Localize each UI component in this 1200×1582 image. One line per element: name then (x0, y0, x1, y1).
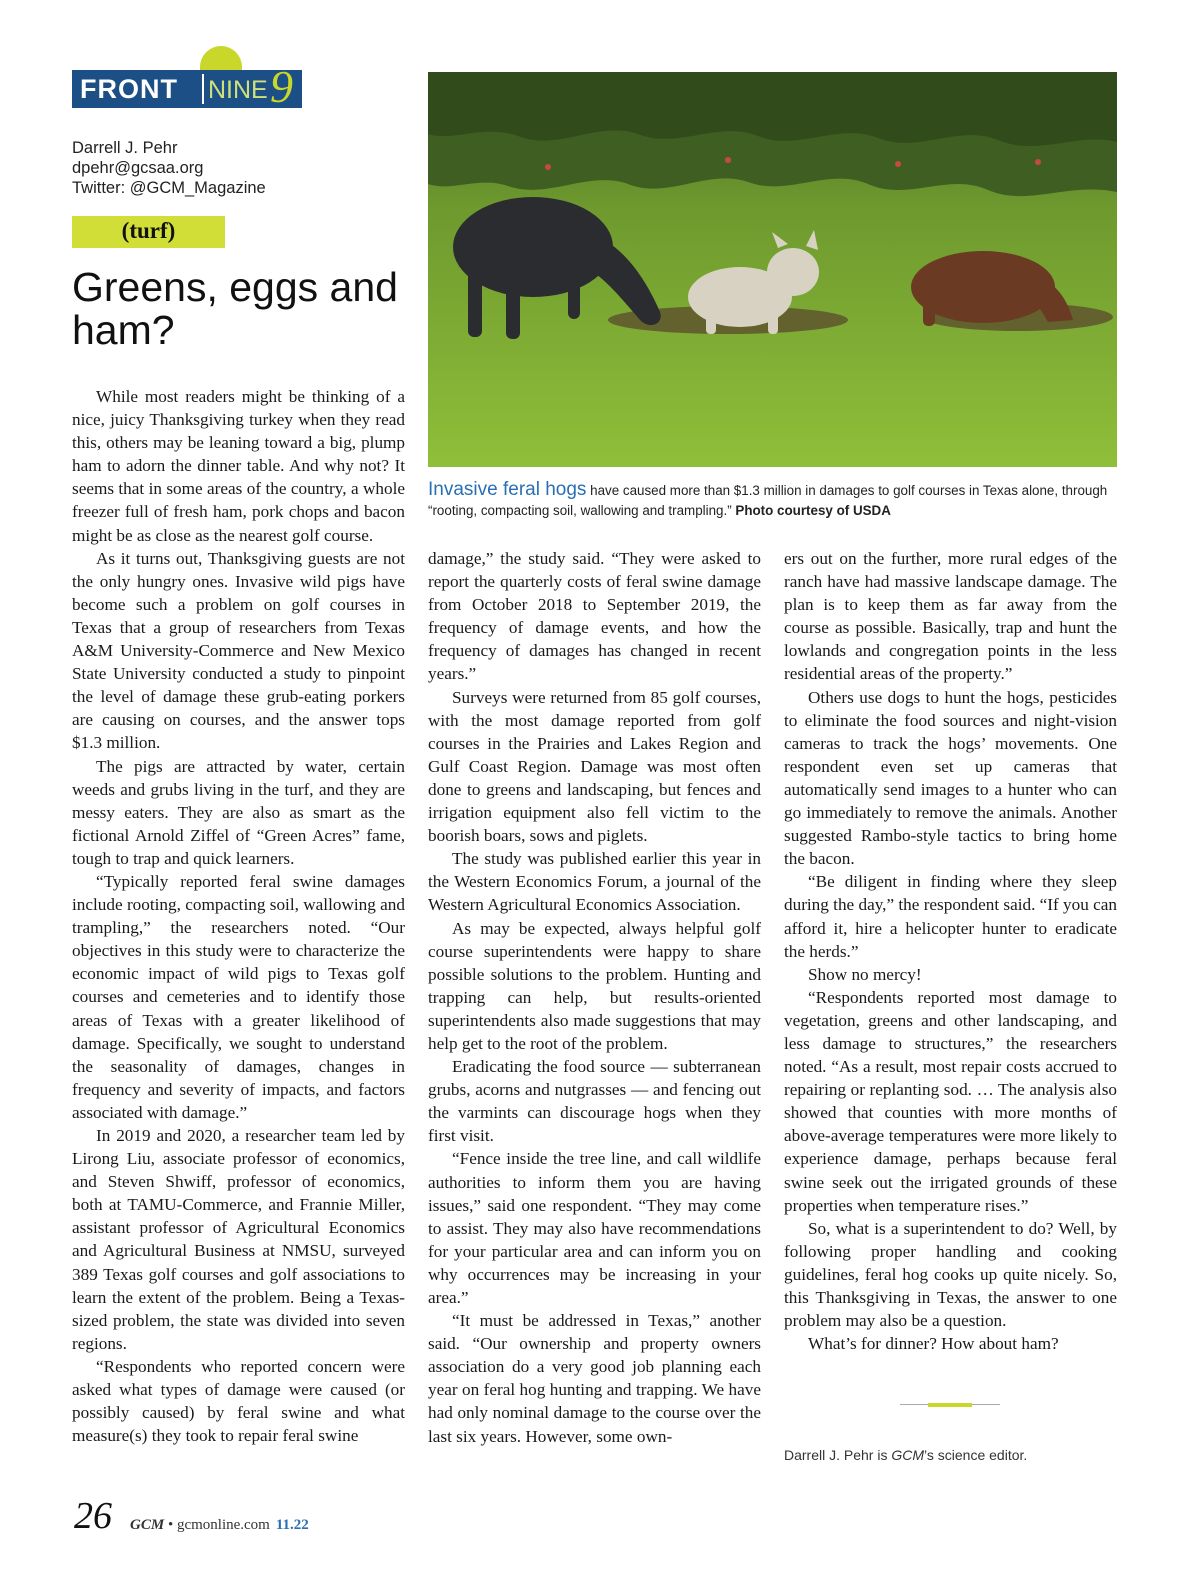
photo-credit: Photo courtesy of USDA (735, 503, 891, 518)
paragraph: While most readers might be thinking of a nice, juicy Thanksgiving turkey when they read this, others may be leaning toward a big, plump ham to adorn the dinner table. And why not? It seems that in some areas of the country, a whole freezer full of fresh ham, pork chops and bacon might be as close as the nearest golf course. (72, 387, 405, 545)
footer-magazine: GCM (130, 1517, 165, 1533)
paragraph: “Respondents reported most damage to vegetation, greens and other landscaping, and less damage to structures,” the researchers noted. “As a result, most repair costs accrued to repairing or replanting sod. … The analysis also showed that counties with more months of above-average temperatures were more likely to experience damage, perhaps because feral swine seek out the irrigated grounds of these properties when temperature rises.” (784, 987, 1117, 1215)
logo-nine-text: NINE (208, 76, 268, 104)
paragraph: “Typically reported feral swine damages include rooting, compacting soil, wallowing and trampling,” the researchers noted. “Our objectives in this study were to characterize the economic impact of wild pigs to Texas golf courses and cemeteries and to identify those areas of Texas with a greater likelihood of damage. Specifically, we sought to understand the seasonality of damages, changes in frequency and severity of impacts, and factors associated with damage.” (72, 871, 405, 1122)
article-column-3 (784, 547, 1117, 1355)
feral-hogs-photo (428, 72, 1117, 467)
front-nine-logo (72, 46, 304, 110)
author-name: Darrell J. Pehr (72, 139, 178, 157)
author-bio (784, 1445, 1114, 1465)
section-tag: (turf) (72, 216, 225, 248)
article-column-1 (72, 385, 405, 1447)
logo-divider (202, 74, 204, 104)
caption-text: have caused more than $1.3 million in damages to golf courses in Texas alone, through “rooting, compacting soil, wallowing and trampling.” (428, 483, 1108, 518)
author-email[interactable]: dpehr@gcsaa.org (72, 159, 204, 177)
paragraph: damage,” the study said. “They were asked to report the quarterly costs of feral swine damage from October 2018 to September 2019, the frequency of damage events, and how the frequency of damages has changed in recent years.” (428, 549, 761, 684)
paragraph: So, what is a superintendent to do? Well, by following proper handling and cooking guidelines, feral hog cooks up quite nicely. So, this Thanksgiving in Texas, the answer to one problem may also be a question. (784, 1218, 1117, 1331)
paragraph: Surveys were returned from 85 golf courses, with the most damage reported from golf courses in the Prairies and Lakes Region and Gulf Coast Region. Damage was most often done to greens and landscaping, but fences and irrigation equipment also fell victim to the boorish boars, sows and piglets. (428, 687, 761, 846)
bio-prefix: Darrell J. Pehr is (784, 1447, 892, 1463)
bio-magazine: GCM (891, 1447, 925, 1463)
logo-front-text: FRONT (80, 74, 178, 104)
article-column-2 (428, 547, 761, 1448)
paragraph: As may be expected, always helpful golf course superintendents were happy to share possible solutions to the problem. Hunting and trapping can help, but results-oriented superintendents also made suggestions that may help get to the root of the problem. (428, 918, 761, 1053)
photo-caption (428, 480, 1128, 521)
footer-bullet: • (164, 1517, 177, 1533)
paragraph: Others use dogs to hunt the hogs, pesticides to eliminate the food sources and night-vision cameras to track the hogs’ movements. One respondent even set up cameras that automatically send images to a hunter who can go immediately to remove the animals. Another suggested Rambo-style tactics to bring home the bacon. (784, 687, 1117, 869)
paragraph: “Respondents who reported concern were asked what types of damage were caused (or possibly caused) by feral swine and what measure(s) they took to repair feral swine (72, 1356, 405, 1446)
page-number: 26 (74, 1495, 112, 1537)
logo-nine-numeral: 9 (270, 61, 293, 112)
paragraph: “It must be addressed in Texas,” another said. “Our ownership and property owners association do a very good job planning each year on feral hog hunting and trapping. We have had only nominal damage to the course over the last six years. However, some own- (428, 1311, 761, 1446)
divider-accent (928, 1403, 972, 1407)
author-twitter[interactable]: Twitter: @GCM_Magazine (72, 179, 266, 197)
end-divider (900, 1403, 1000, 1407)
caption-lead: Invasive feral hogs (428, 479, 587, 500)
paragraph: ers out on the further, more rural edges of the ranch have had massive landscape damage. The plan is to keep them as far away from the course as possible. Basically, trap and hunt the lowlands and congregation points in the less residential areas of the property.” (784, 549, 1117, 684)
paragraph: The study was published earlier this year in the Western Economics Forum, a journal of the Western Agricultural Economics Association. (428, 849, 761, 915)
paragraph: The pigs are attracted by water, certain weeds and grubs living in the turf, and they are messy eaters. They are also as smart as the fictional Arnold Ziffel of “Green Acres” fame, tough to trap and quick learners. (72, 756, 405, 868)
footer-site[interactable]: gcmonline.com (176, 1517, 270, 1533)
paragraph: “Fence inside the tree line, and call wildlife authorities to inform them you are having issues,” said one respondent. “They may come to assist. They may also have recommendations for your particular area and can inform you on why occurrences may be increasing in your area.” (428, 1149, 761, 1307)
footer-info (130, 1515, 309, 1535)
paragraph: “Be diligent in finding where they sleep during the day,” the respondent said. “If you can afford it, hire a helicopter hunter to eradicate the herds.” (784, 872, 1117, 961)
paragraph: In 2019 and 2020, a researcher team led by Lirong Liu, associate professor of economics, and Steven Shwiff, professor of economics, both at TAMU-Commerce, and Frannie Miller, assistant professor of Agricultural Economics and Agricultural Business at NMSU, surveyed 389 Texas golf courses and golf associations to learn the extent of the problem. Being a Texas-sized problem, the state was divided into seven regions. (72, 1126, 405, 1353)
paragraph: Show no mercy! (808, 964, 922, 984)
paragraph: What’s for dinner? How about ham? (808, 1334, 1059, 1354)
logo-leaf-shape (200, 46, 242, 70)
footer-issue: 11.22 (275, 1517, 309, 1533)
paragraph: As it turns out, Thanksgiving guests are not the only hungry ones. Invasive wild pigs have become such a problem on golf courses in Texas that a group of researchers from Texas A&M University-Commerce and New Mexico State University conducted a study to pinpoint the level of damage these grub-eating porkers are causing on courses, and the answer tops $1.3 million. (72, 548, 405, 753)
article-headline: Greens, eggs and ham? (72, 264, 398, 353)
paragraph: Eradicating the food source — subterranean grubs, acorns and nutgrasses — and fencing out the varmints can discourage hogs when they first visit. (428, 1057, 761, 1146)
bio-suffix: ’s science editor. (924, 1447, 1028, 1463)
